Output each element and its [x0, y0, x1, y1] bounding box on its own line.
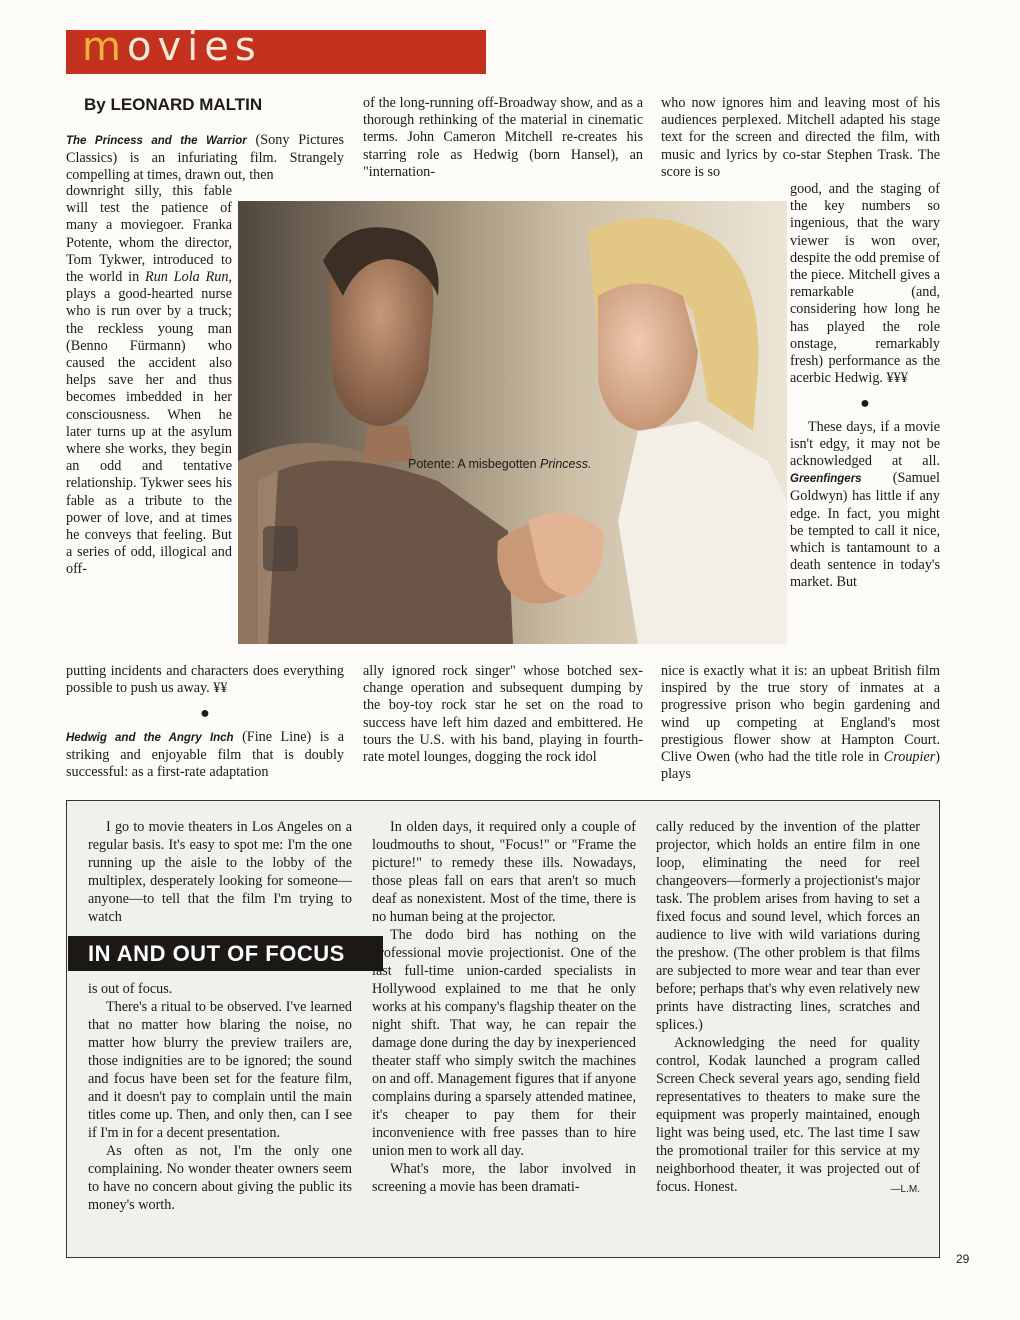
- sidebar-column-3: [656, 818, 920, 1199]
- review-princess-paragraph-end: putting incidents and characters does everything possible to push us away. ¥¥: [66, 663, 344, 697]
- column-1-top: [66, 132, 344, 185]
- sidebar-paragraph: There's a ritual to be observed. I've learned that no matter how blaring the noise, no matter how blurry the preview trailers are, those indignities are to be ignored; the sound and focus have been set for the feature film, and it doesn't pay to complain until the main titles come up. Then, and only then, can I see if I'm in for a decent presentation.: [88, 999, 352, 1141]
- review-princess-paragraph-top: The Princess and the Warrior (Sony Pictures Classics) is an infuriating film. Strangely compelling at times, drawn out, then: [66, 132, 344, 184]
- column-2-top: [363, 95, 643, 181]
- section-bullet: ●: [200, 705, 210, 723]
- sidebar-signoff: —L.M.: [890, 1184, 920, 1195]
- section-header: [66, 24, 486, 74]
- page-number: 29: [956, 1252, 970, 1266]
- column-2-bottom: [363, 663, 643, 766]
- section-bullet: ●: [860, 395, 870, 413]
- film-still-photo: [238, 201, 787, 644]
- sidebar-paragraph: cally reduced by the invention of the platter projector, which holds an entire film in one loop, eliminating the need for reel changeovers—formerly a projectionist's major task. The problem arises from having to set a fixed focus and sound level, which forces an audience to live with wild variations during the preshow. (The other problem is that films are subjected to more wear and tear than ever before; perhaps that's why even relatively new prints have distracting lines, scratches and splices.): [656, 819, 920, 1033]
- sidebar-heading: IN AND OUT OF FOCUS: [68, 936, 383, 971]
- review-hedwig-paragraph-middle: ally ignored rock singer" whose botched sex-change operation and subsequent dumping by the boy-toy rock star he set on the road to success have left him dazed and embittered. He tours the U.S. with his band, playing in fourth-rate motel lounges, dogging the rock idol: [363, 663, 643, 766]
- film-title-greenfingers: Greenfingers: [790, 473, 862, 486]
- photo-caption: Potente: A misbegotten Princess.: [408, 457, 592, 471]
- review-greenfingers-paragraph-wrap: These days, if a movie isn't edgy, it may not be acknowledged at all. Greenfingers (Samuel Goldwyn) has little if any edge. In fact, you might be tempted to call it nice, which is tantamount to a death sentence in today's market. But: [790, 418, 940, 591]
- photo-illustration: [238, 201, 787, 644]
- byline: By LEONARD MALTIN: [84, 95, 263, 114]
- review-greenfingers-paragraph-end: nice is exactly what it is: an upbeat British film inspired by the true story of inmates at a progressive prison who begin gardening and wind up competing at England's most prestigious flower show at Hampton Court. Clive Owen (who had the title role in Croupier) plays: [661, 663, 940, 783]
- column-1-narrow: [66, 183, 232, 579]
- sidebar-column-2: [372, 818, 636, 1196]
- review-hedwig-paragraph-continued: of the long-running off-Broadway show, and as a thorough rethinking of the material in cinematic terms. John Cameron Mitchell re-creates his starring role as Hedwig (born Hansel), an "internation-: [363, 95, 643, 180]
- sidebar-paragraph: is out of focus.: [88, 981, 173, 997]
- column-3-bottom: [661, 663, 940, 783]
- sidebar-paragraph: The dodo bird has nothing on the professional movie projectionist. One of the last full-time union-carded specialists in Hollywood explained to me that he only works at his company's flagship theater on the night shift. That way, he can repair the damage done during the day by inexperienced theater staff who simply switch the machines on and off. Management figures that if anyone complains during a sparsely attended matinee, it's cheaper to pay them for their inconvenience with free passes than to hire union men to work all day.: [372, 927, 636, 1159]
- sidebar-paragraph: I go to movie theaters in Los Angeles on a regular basis. It's easy to spot me: I'm the one running up the aisle to the lobby of the multiplex, desperately looking for someone—anyone—to tell that the film I'm trying to watch: [88, 819, 352, 925]
- sidebar-paragraph: As often as not, I'm the only one complaining. No wonder theater owners seem to have no concern about giving the public its money's worth.: [88, 1143, 352, 1213]
- column-3-narrow: [790, 181, 940, 592]
- sidebar-column-1-bottom: [88, 980, 352, 1214]
- review-hedwig-paragraph-start: Hedwig and the Angry Inch (Fine Line) is a striking and enjoyable film that is doubly successful: as a first-rate adaptation: [66, 728, 344, 781]
- rating-hedwig: ¥¥¥: [886, 370, 908, 387]
- review-hedwig-paragraph-wrap: good, and the staging of the key numbers so ingenious, that the wary viewer is won over, despite the odd premise of the piece. Mitchell gives a remarkable (and, considering how long he has played the role onstage, remarkably fresh) performance as the acerbic Hedwig. ¥¥¥: [790, 181, 940, 387]
- review-princess-paragraph-wrap: downright silly, this fable will test the patience of many a moviegoer. Franka Potente, whom the director, Tom Tykwer, introduced to the world in Run Lola Run, plays a good-hearted nurse who is run over by a truck; the reckless young man (Benno Fürmann) who caused the accident also helps save her and thus becomes imbedded in her consciousness. When he later turns up at the asylum where she works, they begin an odd and tentative relationship. Tykwer sees his fable as a tribute to the power of love, and at times he conveys that feeling. But a series of odd, illogical and off-: [66, 183, 233, 578]
- film-title-princess: The Princess and the Warrior: [66, 135, 247, 147]
- column-3-top: [661, 95, 940, 181]
- column-1-bottom: [66, 663, 344, 781]
- sidebar-column-1-top: [88, 818, 352, 926]
- sidebar-paragraph: Acknowledging the need for quality control, Kodak launched a program called Screen Check several years ago, sending field representatives to theaters to make sure the equipment was properly maintained, enough light was being used, etc. The last time I saw the promotional trailer for this service at my neighborhood theater, it was projected out of focus. Honest. —L.M.: [656, 1034, 920, 1196]
- film-title-hedwig: Hedwig and the Angry Inch: [66, 731, 234, 744]
- sidebar-paragraph: What's more, the labor involved in screening a movie has been dramati-: [372, 1161, 636, 1195]
- review-hedwig-paragraph-upper: who now ignores him and leaving most of his audiences perplexed. Mitchell adapted his stage text for the screen and directed the film, with music and lyrics by co-star Stephen Trask. The score is so: [661, 95, 940, 180]
- sidebar-paragraph: In olden days, it required only a couple of loudmouths to shout, "Focus!" or "Frame the picture!" to remedy these ills. Nowadays, those pleas fall on ears that aren't so much deaf as nonexistent. Most of the time, there is no human being at the projector.: [372, 819, 636, 925]
- rating-princess: ¥¥: [213, 680, 228, 697]
- section-title: movies: [82, 24, 262, 70]
